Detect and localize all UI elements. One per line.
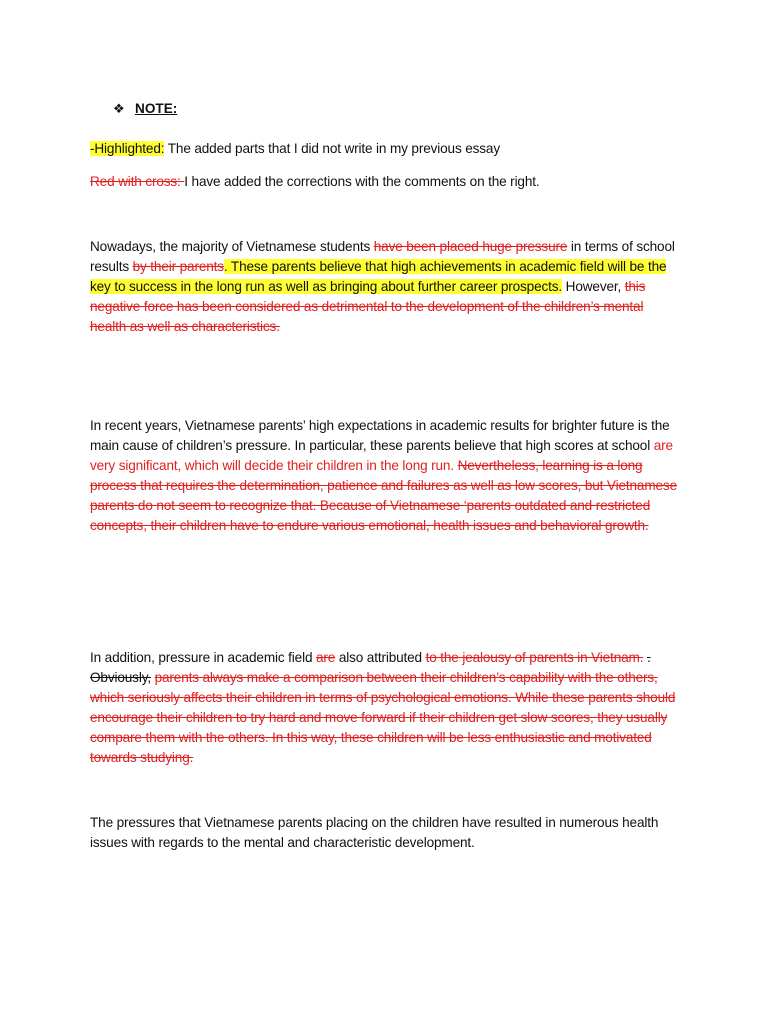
legend-highlighted-label: -Highlighted: xyxy=(90,141,165,156)
paragraph-1 xyxy=(90,237,682,337)
p4-text: The pressures that Vietnamese parents placing on the children have resulted in numerous health issues with regards to the mental and characteristic development. xyxy=(90,815,659,850)
p1-deleted-2: by their parents xyxy=(132,259,224,274)
p1-deleted-1: have been placed huge pressure xyxy=(373,239,568,254)
legend-red-label: Red with cross: xyxy=(90,174,185,189)
legend-highlighted xyxy=(90,139,682,159)
legend-red-text: I have added the corrections with the comments on the right. xyxy=(184,174,540,189)
diamond-bullet-icon: ❖ xyxy=(113,101,125,116)
p3-text-2: also attributed xyxy=(335,650,426,665)
p3-deleted-1: are xyxy=(315,650,336,665)
legend-red xyxy=(90,172,682,192)
p3-deleted-black: . Obviously, xyxy=(90,650,651,685)
note-title: NOTE: xyxy=(135,101,178,116)
paragraph-4 xyxy=(90,813,682,853)
paragraph-3 xyxy=(90,648,682,768)
p1-text-2: in terms of school results xyxy=(90,239,675,274)
p2-deleted-1: Nevertheless, learning is a long process that requires the determination, patience and failures as well as low scores, but Vietnamese parents do not seem to recognize that. Because of Vietnamese ‘parents outdated and restricted concepts, their children have to endure various emotional, health issues and behavioral growth. xyxy=(90,458,677,533)
note-heading xyxy=(113,99,177,119)
p3-text-1: In addition, pressure in academic field xyxy=(90,650,316,665)
p3-deleted-3: parents always make a comparison between their children’s capability with the others, which seriously affects their children in terms of psychological emotions. While these parents should encourage their children to try hard and move forward if their children get slow scores, they usually compare them with the others. In this way, these children will be less enthusiastic and motivated towards studying. xyxy=(90,670,676,765)
p1-highlighted-addition: . These parents believe that high achievements in academic field will be the key to success in the long run as well as bringing about further career prospects. xyxy=(90,259,667,294)
p3-deleted-2: to the jealousy of parents in Vietnam. xyxy=(425,650,644,665)
p1-text-1: Nowadays, the majority of Vietnamese students xyxy=(90,239,374,254)
legend-highlighted-text: The added parts that I did not write in my previous essay xyxy=(164,141,500,156)
paragraph-2 xyxy=(90,416,682,536)
p1-deleted-3: this negative force has been considered as detrimental to the development of the children’s mental health as well as characteristics. xyxy=(90,279,646,334)
p2-red-correction: are very significant, which will decide their children in the long run. xyxy=(90,438,673,473)
p2-text-1: In recent years, Vietnamese parents’ high expectations in academic results for brighter future is the main cause of children’s pressure. In particular, these parents believe that high scores at school xyxy=(90,418,670,453)
p1-text-3: However, xyxy=(562,279,625,294)
